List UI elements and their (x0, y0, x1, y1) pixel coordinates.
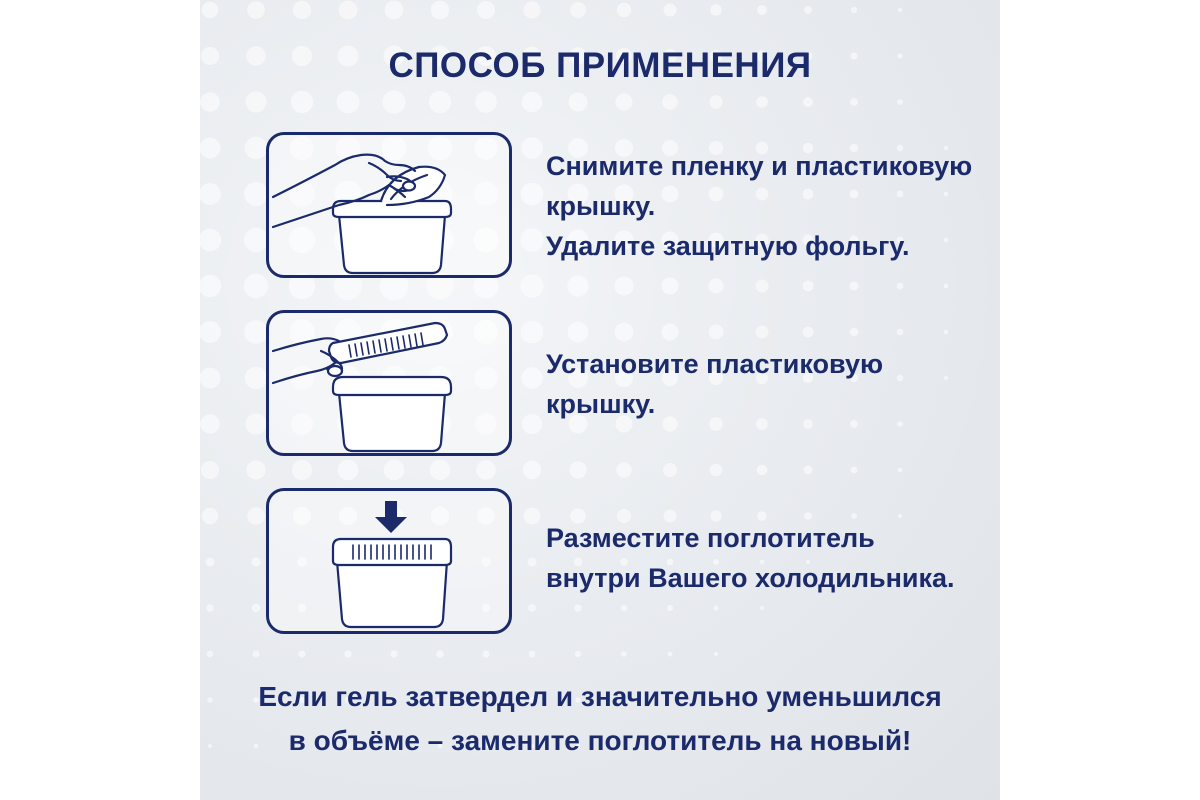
peel-film-icon (269, 135, 515, 281)
step-3-line-2: внутри Вашего холодильника. (546, 563, 955, 593)
step-3-text (546, 518, 996, 598)
place-in-fridge-icon (269, 491, 515, 637)
step-3-line-1: Разместите поглотитель (546, 523, 875, 553)
footer-line-2: в объёме – замените поглотитель на новый! (288, 725, 912, 756)
step-3-illustration (266, 488, 512, 634)
step-1-line-1: Снимите пленку и пластиковую (546, 151, 973, 181)
step-1-illustration (266, 132, 512, 278)
footer-note (200, 675, 1000, 763)
step-2-illustration (266, 310, 512, 456)
step-1-text (546, 146, 996, 266)
step-2-line-2: крышку. (546, 389, 656, 419)
footer-line-1: Если гель затвердел и значительно уменьшился (258, 681, 942, 712)
step-2-text (546, 344, 996, 424)
place-lid-icon (269, 313, 515, 459)
step-1-line-2: крышку. (546, 191, 656, 221)
step-1-line-3: Удалите защитную фольгу. (546, 231, 910, 261)
instruction-card (200, 0, 1000, 800)
page-title: СПОСОБ ПРИМЕНЕНИЯ (388, 46, 812, 85)
step-2-line-1: Установите пластиковую (546, 349, 884, 379)
